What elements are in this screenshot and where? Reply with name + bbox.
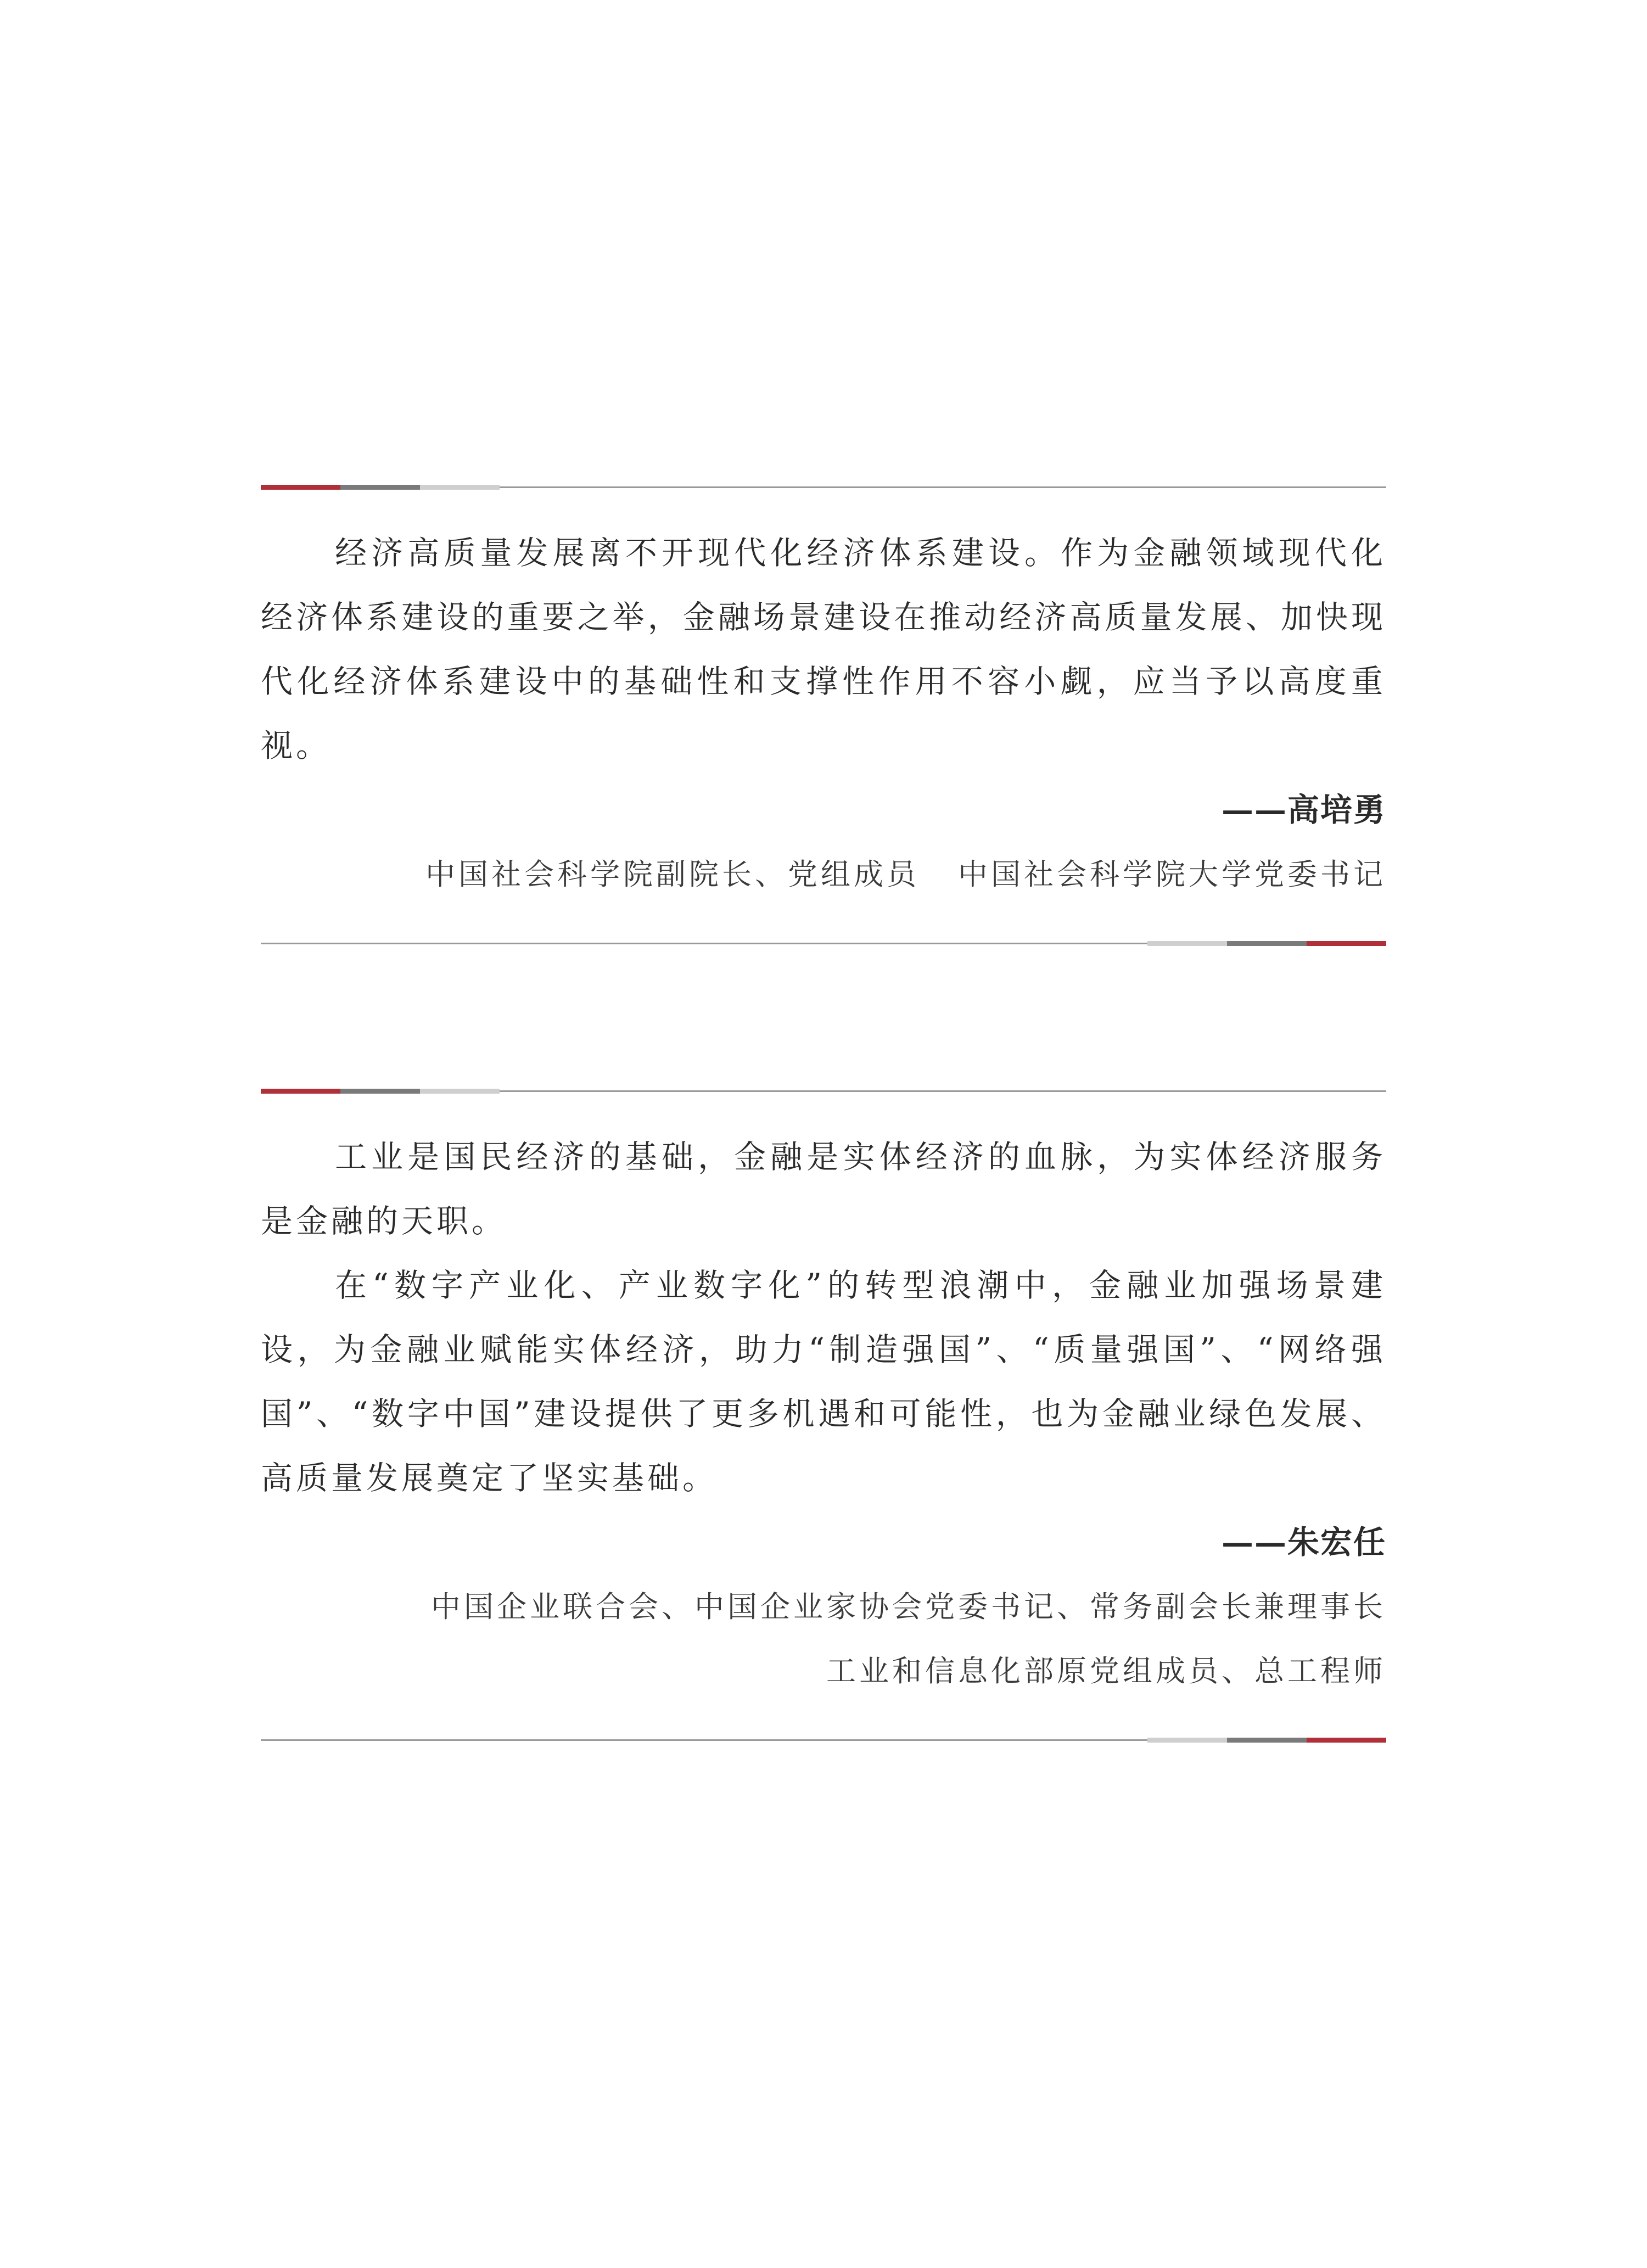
divider-dark-gray-segment [1227,941,1307,946]
quote-author: ——朱宏任 [1221,1524,1386,1561]
bottom-divider [261,939,1386,947]
divider-dark-gray-segment [1227,1738,1307,1743]
divider-red-segment [261,1089,340,1094]
quote-block-2 [261,1087,1386,1744]
bottom-divider [261,1736,1386,1744]
quote-block-1 [261,483,1386,947]
quote-paragraph: 在“数字产业化、产业数字化”的转型浪潮中，金融业加强场景建设，为金融业赋能实体经济，助力“制造强国”、“质量强国”、“网络强国”、“数字中国”建设提供了更多机遇和可能性，也为金融业绿色发展、高质量发展奠定了坚实基础。 [261,1267,1386,1497]
author-affiliation-line [261,842,1386,906]
top-divider [261,1087,1386,1095]
author-affiliation: 工业和信息化部原党组成员、总工程师 [826,1654,1386,1688]
divider-dark-gray-segment [340,1089,420,1094]
quote-paragraph: 经济高质量发展离不开现代化经济体系建设。作为金融领域现代化经济体系建设的重要之举，金融场景建设在推动经济高质量发展、加快现代化经济体系建设中的基础性和支撑性作用不容小觑，应当予以高度重视。 [261,534,1386,764]
quote-author: ——高培勇 [1221,791,1386,828]
quote-paragraph: 工业是国民经济的基础，金融是实体经济的血脉，为实体经济服务是金融的天职。 [261,1138,1386,1240]
divider-dark-gray-segment [340,485,420,490]
author-affiliation: 中国社会科学院大学党委书记 [958,857,1386,892]
divider-red-segment [1307,941,1386,946]
author-affiliation: 中国社会科学院副院长、党组成员 [425,857,920,892]
divider-red-segment [261,485,340,490]
divider-light-gray-segment [1147,941,1227,946]
top-divider [261,483,1386,491]
divider-light-gray-segment [420,1089,500,1094]
author-affiliation: 中国企业联合会、中国企业家协会党委书记、常务副会长兼理事长 [431,1589,1386,1624]
divider-light-gray-segment [420,485,500,490]
divider-light-gray-segment [1147,1738,1227,1743]
divider-red-segment [1307,1738,1386,1743]
